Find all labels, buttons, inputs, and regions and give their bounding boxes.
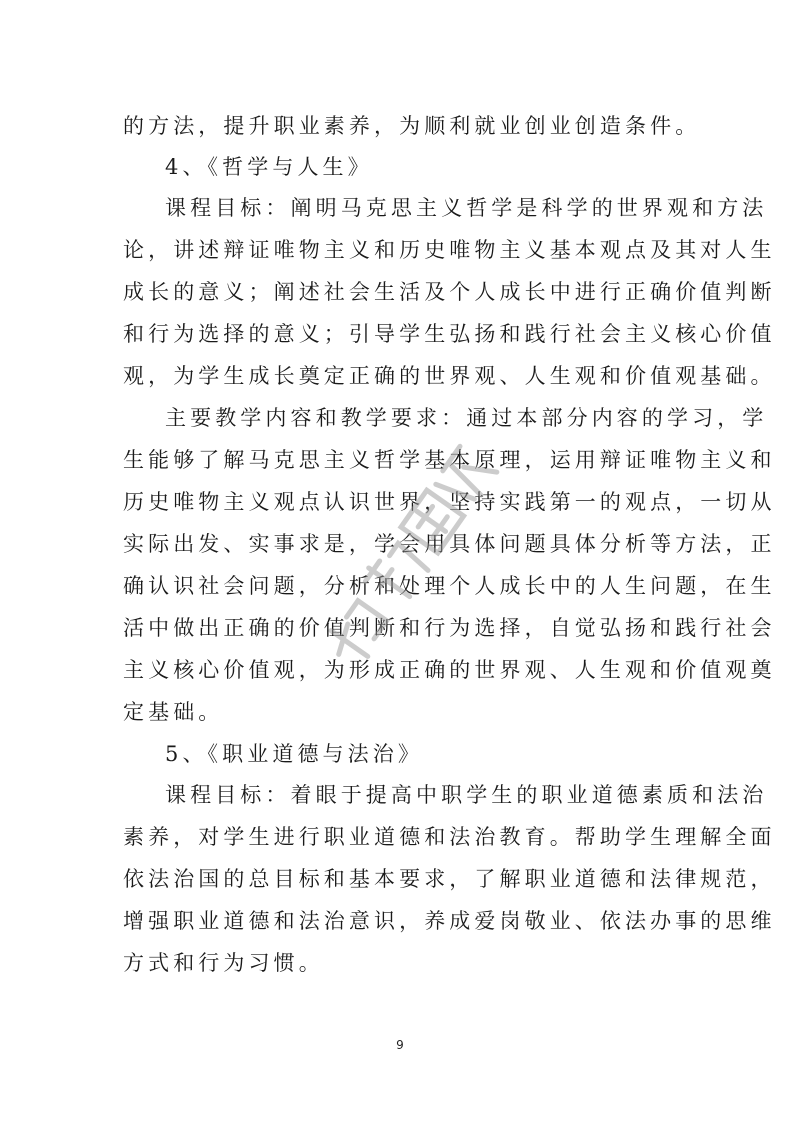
paragraph-line: 活中做出正确的价值判断和行为选择，自觉弘扬和践行社会: [123, 616, 776, 640]
paragraph-line: 论，讲述辩证唯物主义和历史唯物主义基本观点及其对人生: [123, 238, 776, 262]
paragraph-line: 确认识社会问题，分析和处理个人成长中的人生问题，在生: [123, 574, 776, 598]
paragraph-line: 课程目标：阐明马克思主义哲学是科学的世界观和方法: [165, 196, 768, 220]
paragraph-line: 生能够了解马克思主义哲学基本原理，运用辩证唯物主义和: [123, 448, 776, 472]
paragraph-line: 历史唯物主义观点认识世界，坚持实践第一的观点，一切从: [123, 490, 776, 514]
paragraph-line: 的方法，提升职业素养，为顺利就业创业创造条件。: [123, 114, 701, 138]
paragraph-line: 定基础。: [123, 700, 224, 724]
section-heading-philosophy: 4、《哲学与人生》: [165, 155, 373, 179]
paragraph-line: 依法治国的总目标和基本要求，了解职业道德和法律规范，: [123, 867, 776, 891]
paragraph-line: 方式和行为习惯。: [123, 951, 324, 975]
paragraph-line: 主要教学内容和教学要求：通过本部分内容的学习，学: [165, 406, 768, 430]
section-heading-ethics-law: 5、《职业道德与法治》: [165, 742, 423, 766]
paragraph-line: 成长的意义；阐述社会生活及个人成长中进行正确价值判断: [123, 280, 776, 304]
page-number: 9: [396, 1038, 404, 1052]
paragraph-line: 和行为选择的意义；引导学生弘扬和践行社会主义核心价值: [123, 322, 776, 346]
paragraph-line: 主义核心价值观，为形成正确的世界观、人生观和价值观奠: [123, 658, 776, 682]
paragraph-line: 实际出发、实事求是，学会用具体问题具体分析等方法，正: [123, 532, 776, 556]
paragraph-line: 观，为学生成长奠定正确的世界观、人生观和价值观基础。: [123, 364, 776, 388]
paragraph-line: 素养，对学生进行职业道德和法治教育。帮助学生理解全面: [123, 825, 776, 849]
paragraph-line: 增强职业道德和法治意识，养成爱岗敬业、依法办事的思维: [123, 909, 776, 933]
paragraph-line: 课程目标：着眼于提高中职学生的职业道德素质和法治: [165, 783, 768, 807]
